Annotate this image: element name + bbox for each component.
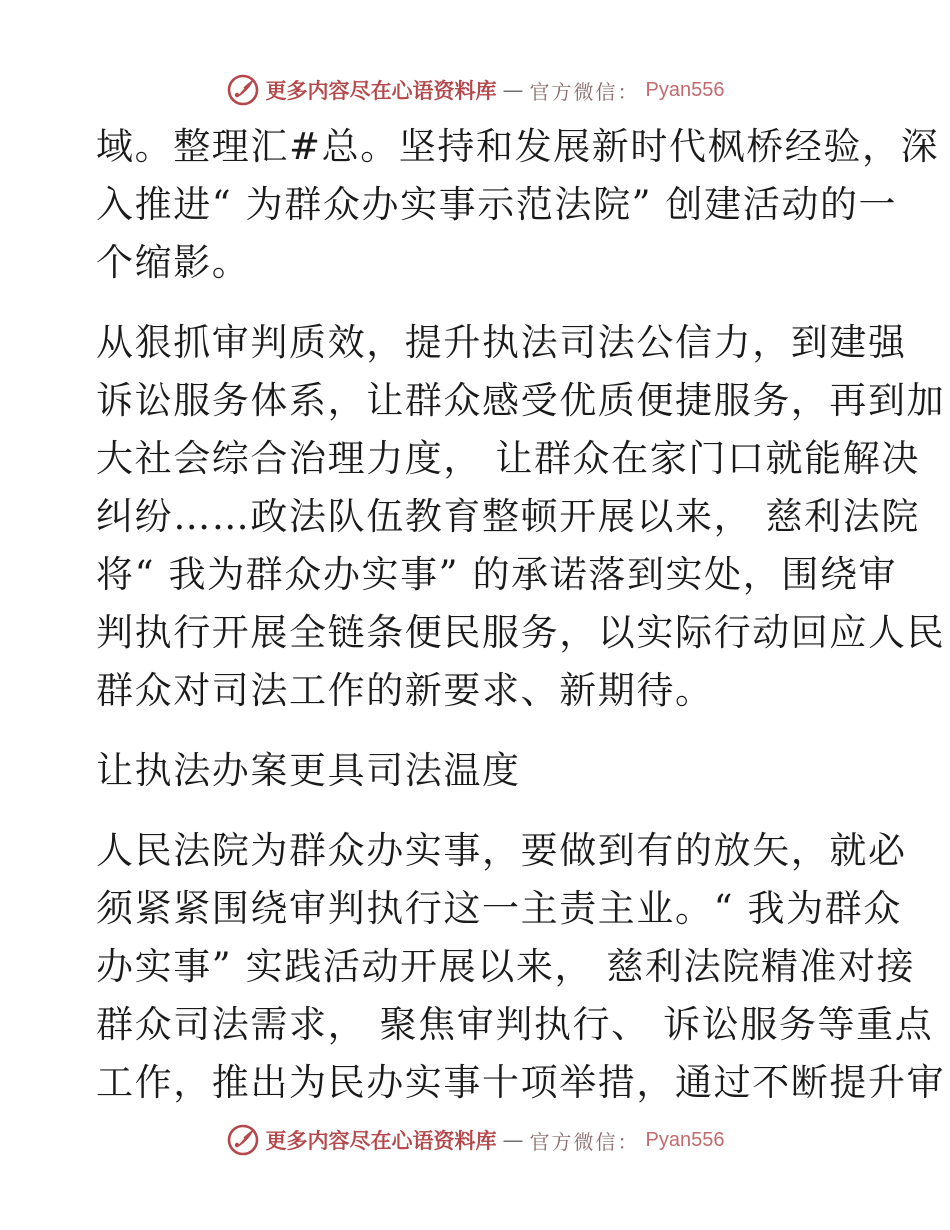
wechat-id: Pyan556 [645, 78, 725, 101]
text-line: 域。整理汇#总。坚持和发展新时代枫桥经验，深 [96, 125, 940, 168]
text-line: 大社会综合治理力度， 让群众在家门口就能解决 [96, 437, 920, 480]
text-line: 诉讼服务体系，让群众感受优质便捷服务，再到加 [96, 379, 946, 422]
wechat-id: Pyan556 [645, 1128, 725, 1151]
text-line: 须紧紧围绕审判执行这一主责主业。“ 我为群众 [96, 887, 902, 930]
heading-text: 让执法办案更具司法温度 [96, 749, 521, 792]
paragraph-2 [96, 314, 946, 720]
footer-banner [0, 1120, 950, 1160]
brand-text: 更多内容尽在心语资料库 [265, 78, 497, 103]
official-wechat-label: 官方微信： [529, 79, 640, 104]
text-line: 从狠抓审判质效，提升执法司法公信力，到建强 [96, 321, 907, 364]
official-wechat-label: 官方微信： [529, 1129, 640, 1154]
text-line: 入推进“ 为群众办实事示范法院” 创建活动的一 [96, 183, 898, 226]
document-body [96, 118, 946, 1112]
feather-pen-logo-icon [226, 73, 260, 107]
text-line: 纠纷……政法队伍教育整顿开展以来， 慈利法院 [96, 495, 920, 538]
separator: — [502, 78, 524, 102]
text-line: 人民法院为群众办实事，要做到有的放矢，就必 [96, 829, 907, 872]
text-line: 办实事” 实践活动开展以来， 慈利法院精准对接 [96, 945, 916, 988]
paragraph-3 [96, 822, 946, 1112]
text-line: 个缩影。 [96, 241, 251, 284]
text-line: 群众对司法工作的新要求、新期待。 [96, 669, 714, 712]
text-line: 将“ 我为群众办实事” 的承诺落到实处，围绕审 [96, 553, 898, 596]
separator: — [502, 1128, 524, 1152]
header-banner [0, 70, 950, 110]
section-heading [96, 742, 856, 800]
text-line: 群众司法需求， 聚焦审判执行、 诉讼服务等重点 [96, 1003, 934, 1046]
text-line: 判执行开展全链条便民服务，以实际行动回应人民 [96, 611, 946, 654]
paragraph-1 [96, 118, 940, 292]
brand-text: 更多内容尽在心语资料库 [265, 1128, 497, 1153]
feather-pen-logo-icon [226, 1123, 260, 1157]
text-line: 工作，推出为民办实事十项举措，通过不断提升审 [96, 1061, 946, 1104]
